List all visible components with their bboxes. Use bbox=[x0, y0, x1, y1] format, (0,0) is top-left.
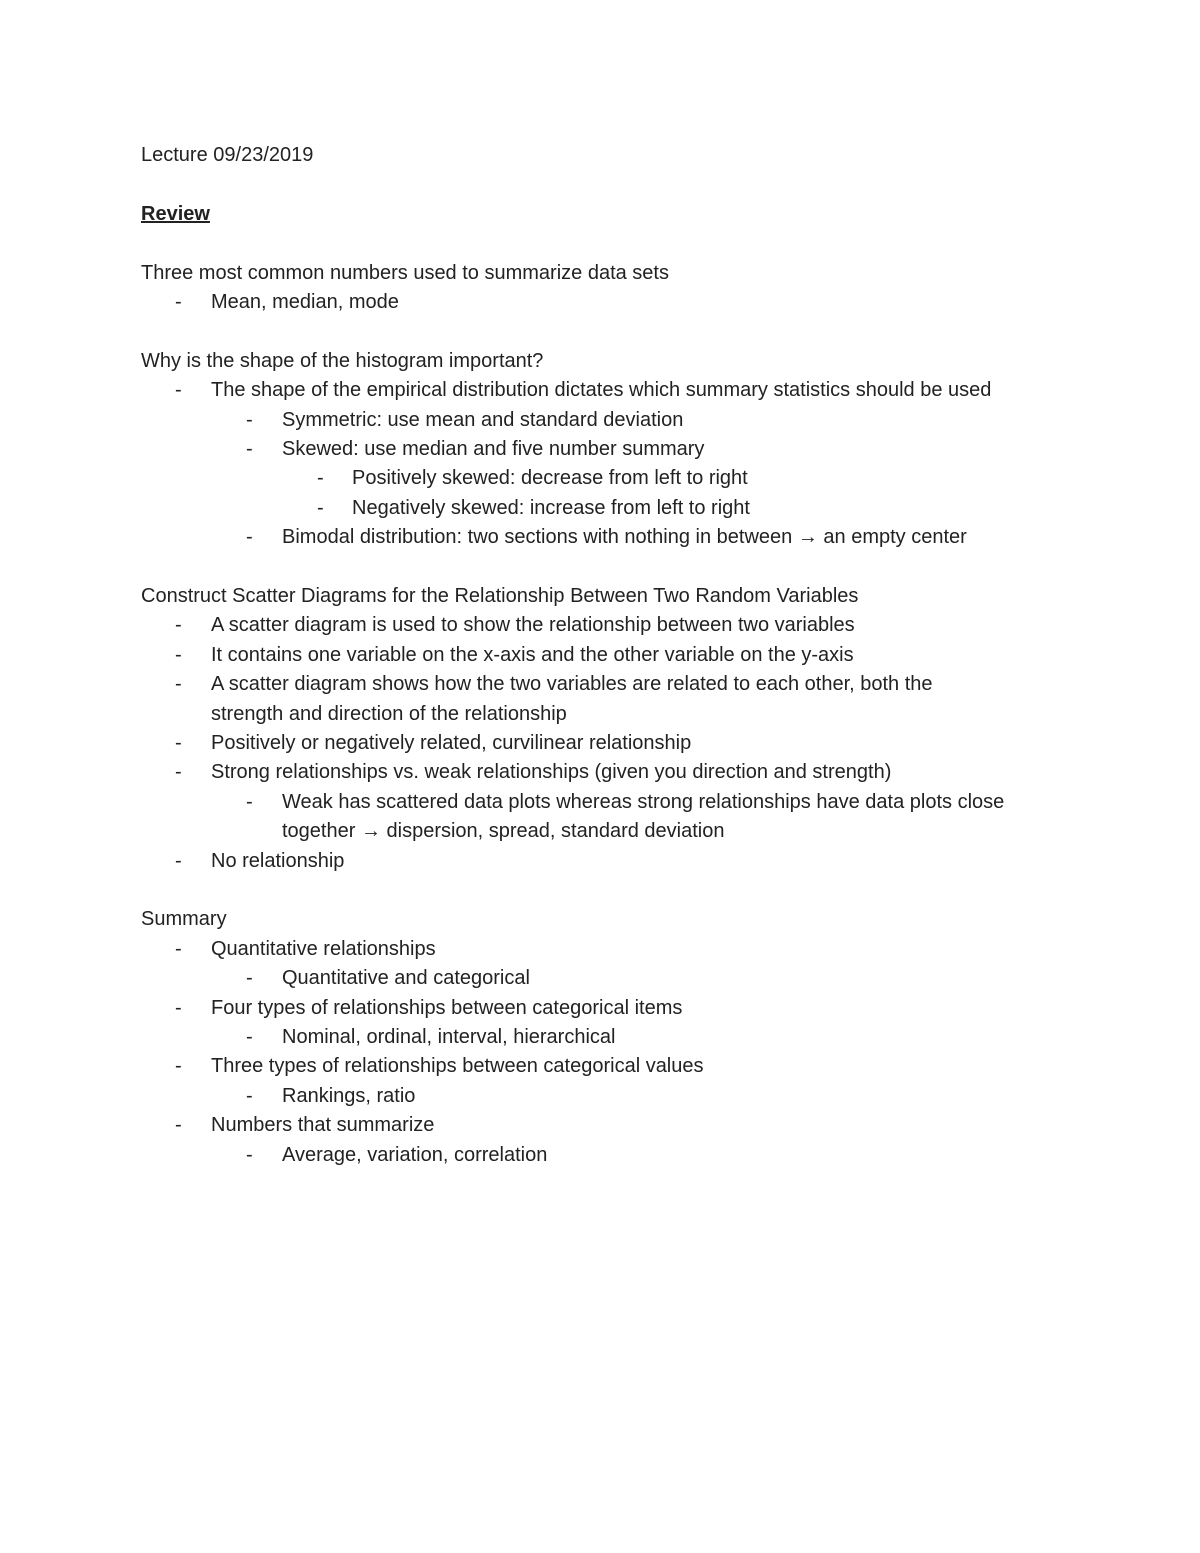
bullet-dash: - bbox=[175, 1114, 182, 1137]
list-item bbox=[141, 1082, 1101, 1111]
list-item-text: Negatively skewed: increase from left to right bbox=[352, 496, 750, 519]
bullet-dash: - bbox=[175, 937, 182, 960]
list-item bbox=[141, 1023, 1101, 1052]
bullet-dash: - bbox=[317, 496, 324, 519]
list-item bbox=[141, 494, 1101, 523]
bullet-dash: - bbox=[246, 1143, 253, 1166]
bullet-dash: - bbox=[246, 437, 253, 460]
section-title: Three most common numbers used to summarize data sets bbox=[141, 261, 669, 284]
list-item bbox=[141, 758, 1101, 787]
spacer bbox=[141, 170, 1101, 199]
list-item bbox=[141, 406, 1101, 435]
list-item-text: Skewed: use median and five number summary bbox=[282, 437, 705, 460]
list-item bbox=[141, 611, 1101, 640]
list-item-text: Weak has scattered data plots whereas strong relationships have data plots close together → dispersion, spread, standard deviation bbox=[282, 790, 1005, 843]
list-item bbox=[141, 729, 1101, 758]
list-item-text: Strong relationships vs. weak relationships (given you direction and strength) bbox=[211, 761, 892, 784]
list-item-text: Rankings, ratio bbox=[282, 1084, 416, 1107]
list-item-text: Three types of relationships between categorical values bbox=[211, 1055, 704, 1078]
list-item bbox=[141, 670, 1101, 729]
list-item bbox=[141, 964, 1101, 993]
bullet-dash: - bbox=[317, 467, 324, 490]
list-item-text: Numbers that summarize bbox=[211, 1114, 435, 1137]
bullet-dash: - bbox=[175, 643, 182, 666]
list-item-text: Average, variation, correlation bbox=[282, 1143, 548, 1166]
bullet-dash: - bbox=[246, 1084, 253, 1107]
list-item-text: Mean, median, mode bbox=[211, 290, 399, 313]
bullet-dash: - bbox=[175, 731, 182, 754]
list-item-text: Positively or negatively related, curvilinear relationship bbox=[211, 731, 692, 754]
bullet-dash: - bbox=[246, 790, 253, 813]
list-item bbox=[141, 788, 1101, 847]
bullet-dash: - bbox=[175, 614, 182, 637]
spacer bbox=[141, 229, 1101, 258]
lecture-date: Lecture 09/23/2019 bbox=[141, 144, 314, 166]
list-item bbox=[141, 464, 1101, 493]
bullet-dash: - bbox=[175, 1055, 182, 1078]
bullet-dash: - bbox=[175, 996, 182, 1019]
list-item-text: Quantitative relationships bbox=[211, 937, 436, 960]
bullet-dash: - bbox=[175, 290, 182, 313]
section-title: Summary bbox=[141, 908, 227, 931]
bullet-dash: - bbox=[246, 1026, 253, 1049]
bullet-dash: - bbox=[246, 526, 253, 549]
bullet-dash: - bbox=[175, 673, 182, 696]
list-item bbox=[141, 435, 1101, 464]
bullet-dash: - bbox=[246, 967, 253, 990]
review-heading: Review bbox=[141, 202, 210, 225]
list-item-text: Symmetric: use mean and standard deviation bbox=[282, 408, 684, 431]
list-item-text: Nominal, ordinal, interval, hierarchical bbox=[282, 1026, 616, 1049]
list-item bbox=[141, 288, 1101, 317]
list-item-text: The shape of the empirical distribution dictates which summary statistics should be used bbox=[211, 379, 992, 402]
spacer bbox=[141, 317, 1101, 346]
bullet-dash: - bbox=[175, 849, 182, 872]
list-item bbox=[141, 994, 1101, 1023]
list-item bbox=[141, 641, 1101, 670]
spacer bbox=[141, 876, 1101, 905]
list-item-text: No relationship bbox=[211, 849, 345, 872]
list-item bbox=[141, 376, 1101, 405]
list-item-text: A scatter diagram is used to show the relationship between two variables bbox=[211, 614, 855, 637]
list-item bbox=[141, 847, 1101, 876]
bullet-dash: - bbox=[175, 761, 182, 784]
list-item bbox=[141, 1052, 1101, 1081]
list-item bbox=[141, 935, 1101, 964]
list-item bbox=[141, 1111, 1101, 1140]
document-page bbox=[141, 141, 1101, 1170]
list-item-text: A scatter diagram shows how the two variables are related to each other, both the strength and direction of the relationship bbox=[211, 673, 933, 725]
spacer bbox=[141, 553, 1101, 582]
section-title: Why is the shape of the histogram important? bbox=[141, 349, 544, 372]
bullet-dash: - bbox=[175, 379, 182, 402]
list-item-text: Bimodal distribution: two sections with nothing in between → an empty center bbox=[282, 526, 967, 549]
bullet-dash: - bbox=[246, 408, 253, 431]
list-item-text: Quantitative and categorical bbox=[282, 967, 530, 990]
section-title: Construct Scatter Diagrams for the Relationship Between Two Random Variables bbox=[141, 584, 859, 607]
list-item bbox=[141, 1141, 1101, 1170]
list-item-text: It contains one variable on the x-axis and the other variable on the y-axis bbox=[211, 643, 854, 666]
list-item bbox=[141, 523, 1101, 552]
list-item-text: Positively skewed: decrease from left to right bbox=[352, 467, 748, 490]
list-item-text: Four types of relationships between categorical items bbox=[211, 996, 683, 1019]
